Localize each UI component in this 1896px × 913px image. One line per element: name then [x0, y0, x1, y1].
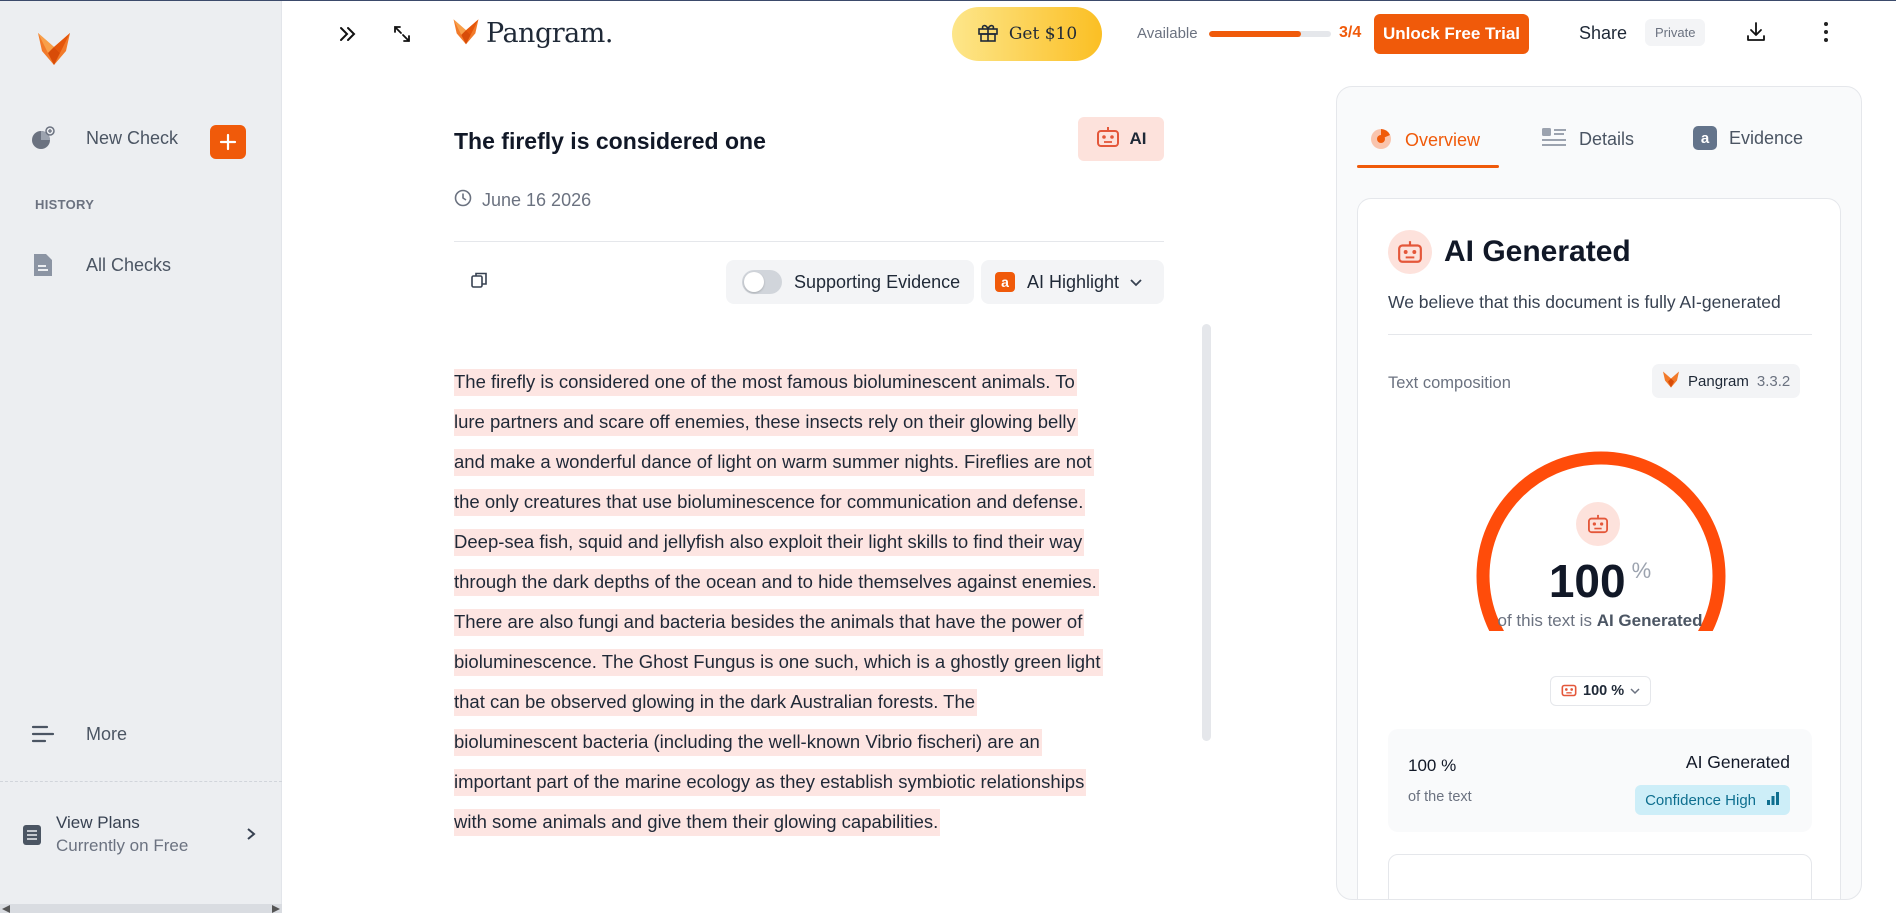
- text-line: [454, 368, 1174, 408]
- text-line: [454, 408, 1174, 448]
- sidebar-item-more[interactable]: [30, 721, 127, 747]
- chevron-down-icon: [1630, 684, 1640, 698]
- evidence-icon: a: [1693, 126, 1717, 150]
- highlighted-sentence[interactable]: with some animals and give them their glowing capabilities.: [454, 809, 940, 836]
- text-composition-label: Text composition: [1388, 374, 1511, 392]
- highlighted-sentence[interactable]: the only creatures that use bioluminescence for communication and defense.: [454, 489, 1085, 516]
- more-label: More: [86, 723, 128, 744]
- window-top-border: [0, 0, 1896, 1]
- new-check-label: New Check: [86, 127, 179, 148]
- active-tab-indicator: [1357, 165, 1499, 168]
- document-date-text: June 16 2026: [482, 190, 592, 210]
- highlighted-sentence[interactable]: and make a wonderful dance of light on warm summer nights. Fireflies are not: [454, 449, 1094, 476]
- get-reward-button[interactable]: [952, 7, 1102, 61]
- document-scrollbar[interactable]: [1202, 324, 1211, 741]
- new-check-link[interactable]: [30, 125, 178, 151]
- clock-icon: [454, 189, 472, 212]
- supporting-evidence-label: Supporting Evidence: [794, 271, 961, 292]
- text-line: [454, 688, 1174, 728]
- model-version: 3.3.2: [1756, 372, 1791, 390]
- brand-name: Pangram.: [486, 18, 613, 49]
- robot-icon: [1388, 230, 1432, 274]
- sidebar-divider: [0, 781, 282, 782]
- copy-icon[interactable]: [470, 271, 488, 294]
- toggle-switch[interactable]: [742, 270, 782, 294]
- fullscreen-icon[interactable]: [388, 20, 416, 48]
- highlighted-sentence[interactable]: through the dark depths of the ocean and to hide themselves against enemies.: [454, 569, 1099, 596]
- gauge-value: 100: [1548, 555, 1626, 607]
- all-checks-label: All Checks: [86, 254, 172, 275]
- highlighted-sentence[interactable]: bioluminescence. The Ghost Fungus is one such, which is a ghostly green light: [454, 649, 1103, 676]
- robot-icon: [1576, 502, 1620, 546]
- gauge-caption: [1358, 611, 1842, 631]
- new-check-icon: [30, 125, 56, 151]
- plans-icon: [22, 824, 42, 846]
- tab-evidence-label: Evidence: [1729, 127, 1804, 148]
- text-line: [454, 648, 1174, 688]
- brand-logo[interactable]: [452, 16, 613, 51]
- download-icon[interactable]: [1744, 20, 1768, 49]
- overview-card: [1357, 198, 1841, 900]
- robot-icon: [1096, 126, 1120, 153]
- tab-overview-label: Overview: [1405, 130, 1481, 150]
- text-line: [454, 728, 1174, 768]
- document-text: [454, 368, 1174, 848]
- signal-bars-icon: [1766, 791, 1780, 809]
- gift-icon: [977, 21, 999, 48]
- plans-subtitle: Currently on Free: [56, 836, 189, 855]
- tab-details-label: Details: [1579, 129, 1635, 149]
- plus-icon[interactable]: [210, 125, 246, 159]
- highlighted-sentence[interactable]: Deep-sea fish, squid and jellyfish also exploit their light skills to find their way: [454, 529, 1084, 556]
- document-date: [454, 189, 591, 212]
- kebab-menu-icon[interactable]: [1820, 20, 1832, 49]
- share-button[interactable]: Share: [1579, 23, 1628, 43]
- verdict-header: [1388, 230, 1631, 274]
- verdict-description: We believe that this document is fully AI-generated: [1388, 292, 1781, 312]
- gauge-unit: %: [1631, 558, 1652, 583]
- model-version-chip: [1652, 364, 1800, 398]
- document-divider: [454, 241, 1164, 242]
- get-reward-label: Get $10: [1008, 24, 1078, 44]
- confidence-badge: [1635, 785, 1790, 815]
- document-title: The firefly is considered one: [454, 128, 766, 154]
- fox-logo-icon[interactable]: [36, 29, 72, 67]
- unlock-free-trial-button[interactable]: Unlock Free Trial: [1374, 14, 1529, 54]
- details-icon: [1541, 126, 1567, 153]
- available-label: Available: [1137, 25, 1198, 42]
- text-line: [454, 448, 1174, 488]
- verdict-title: AI Generated: [1444, 235, 1631, 268]
- stat-sub: of the text: [1408, 789, 1472, 805]
- tab-details[interactable]: [1541, 126, 1634, 153]
- available-progress-bar: [1209, 31, 1331, 37]
- chevron-down-icon: [1129, 272, 1143, 293]
- highlight-mode-label: AI Highlight: [1027, 271, 1120, 292]
- confidence-label: Confidence High: [1645, 791, 1756, 809]
- highlighted-sentence[interactable]: There are also fungi and bacteria besides the animals that have the power of: [454, 609, 1084, 636]
- highlighted-sentence[interactable]: important part of the marine ecology as they establish symbiotic relationships: [454, 769, 1086, 796]
- highlighted-sentence[interactable]: that can be observed glowing in the dark Australian forests. The: [454, 689, 977, 716]
- ai-verdict-badge: [1078, 117, 1164, 161]
- card-divider: [1388, 334, 1812, 335]
- scroll-right-arrow-icon[interactable]: [272, 905, 280, 913]
- highlighted-sentence[interactable]: lure partners and scare off enemies, these insects rely on their glowing belly: [454, 409, 1078, 436]
- ai-badge-label: AI: [1129, 129, 1147, 148]
- sidebar-item-all-checks[interactable]: [30, 252, 171, 278]
- supporting-evidence-toggle[interactable]: [726, 260, 974, 304]
- view-plans-button[interactable]: [22, 813, 188, 856]
- expand-sidebar-icon[interactable]: [334, 20, 362, 48]
- text-line: [454, 528, 1174, 568]
- highlighted-sentence[interactable]: The firefly is considered one of the most famous bioluminescent animals. To: [454, 369, 1077, 396]
- text-line: [454, 768, 1174, 808]
- percentage-dropdown[interactable]: [1550, 676, 1651, 706]
- model-name: Pangram: [1688, 372, 1749, 390]
- percentage-chip-value: 100 %: [1583, 683, 1625, 699]
- menu-lines-icon: [30, 721, 56, 747]
- gauge-caption-strong: AI Generated: [1596, 611, 1703, 630]
- text-line: [454, 608, 1174, 648]
- document-icon: [30, 252, 56, 278]
- robot-icon: [1561, 682, 1577, 701]
- ai-highlight-icon: a: [995, 272, 1015, 292]
- text-line: [454, 808, 1174, 848]
- scroll-left-arrow-icon[interactable]: [2, 905, 10, 913]
- available-count: 3/4: [1339, 24, 1362, 41]
- highlight-mode-dropdown[interactable]: [981, 260, 1164, 304]
- overview-gauge-icon: [1369, 126, 1393, 155]
- analysis-panel: [1336, 86, 1862, 900]
- ai-stat-box: [1388, 729, 1812, 832]
- toggle-knob: [744, 272, 764, 292]
- available-progress-fill: [1209, 31, 1301, 37]
- sidebar-horizontal-scrollbar[interactable]: [0, 904, 282, 913]
- text-line: [454, 488, 1174, 528]
- text-line: [454, 568, 1174, 608]
- stat-label: AI Generated: [1685, 752, 1790, 772]
- highlighted-sentence[interactable]: bioluminescent bacteria (including the well-known Vibrio fischeri) are an: [454, 729, 1042, 756]
- fox-logo-icon: [1662, 369, 1680, 393]
- history-heading: HISTORY: [35, 197, 95, 212]
- plans-title: View Plans: [56, 813, 140, 832]
- stat-value: 100 %: [1408, 756, 1457, 775]
- next-card-section: [1388, 854, 1812, 900]
- sidebar: [0, 1, 282, 913]
- chevron-right-icon[interactable]: [246, 827, 256, 846]
- tab-evidence[interactable]: [1693, 126, 1803, 150]
- fox-logo-icon: [452, 16, 480, 51]
- tab-overview[interactable]: [1369, 126, 1480, 155]
- gauge-caption-prefix: of this text is: [1497, 611, 1592, 630]
- gauge-percentage: [1358, 554, 1842, 608]
- visibility-badge[interactable]: Private: [1645, 19, 1705, 46]
